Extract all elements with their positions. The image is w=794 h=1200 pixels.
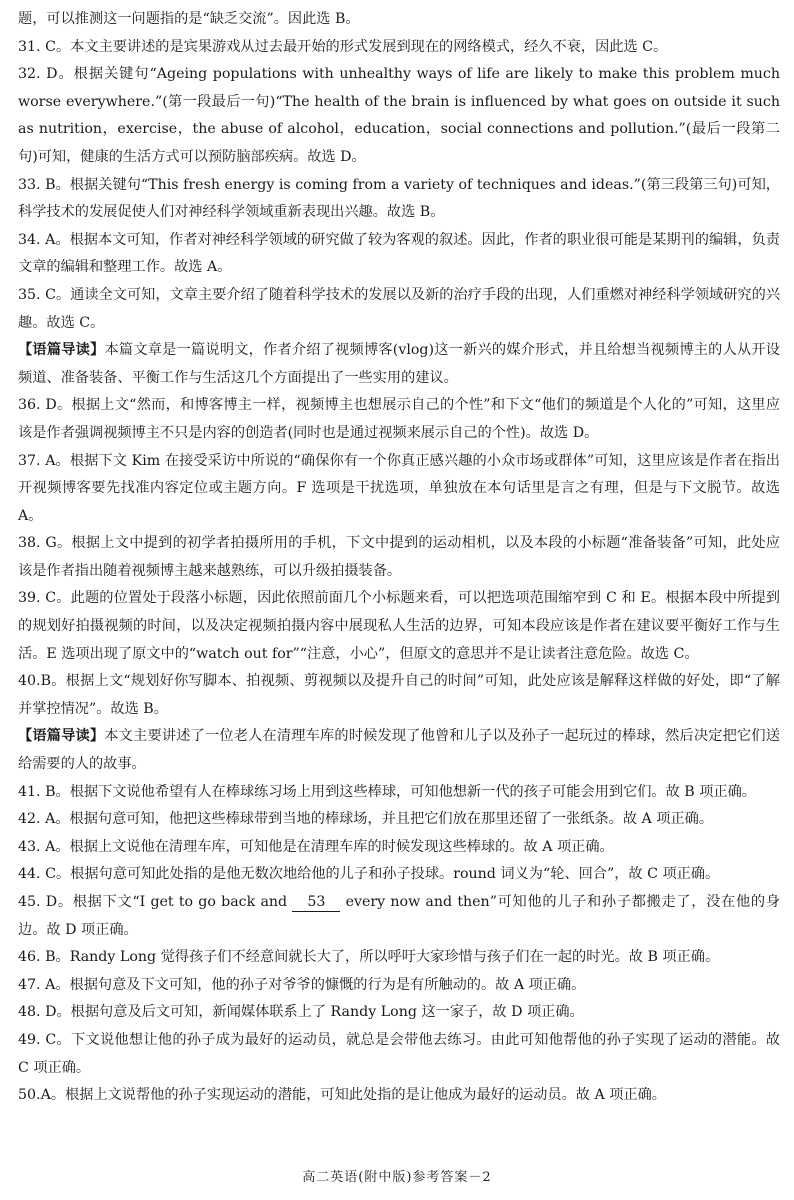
answer-text: C。通读全文可知，文章主要介绍了随着科学技术的发展以及新的治疗手段的出现，人们重燃对神经科学领域研究的兴趣。故选 C。 xyxy=(18,286,781,331)
answer-number: 31. xyxy=(18,38,41,55)
answer-text: C。本文主要讲述的是宾果游戏从过去最开始的形式发展到现在的网络模式，经久不衰，因此选 C。 xyxy=(45,38,668,55)
guide-tag: 【语篇导读】 xyxy=(18,342,105,359)
answer-number: 34. xyxy=(18,231,41,248)
answer-48 xyxy=(18,999,780,1027)
answer-number: 46. xyxy=(18,949,41,966)
answer-text: A。根据句意可知，他把这些棒球带到当地的棒球场，并且把它们放在那里还留了一张纸条。故 A 项正确。 xyxy=(45,811,714,828)
fill-blank: 53 xyxy=(292,893,340,912)
answer-38 xyxy=(18,530,780,585)
answer-number: 32. xyxy=(18,66,41,83)
guide-text: 本文主要讲述了一位老人在清理车库的时候发现了他曾和儿子以及孙子一起玩过的棒球，然后决定把它们送给需要的人的故事。 xyxy=(18,728,780,773)
answer-text: C。根据句意可知此处指的是他无数次地给他的儿子和孙子投球。round 词义为“轮、回合”，故 C 项正确。 xyxy=(45,866,720,883)
answer-text: B。Randy Long 觉得孩子们不经意间就长大了，所以呼吁大家珍惜与孩子们在一起的时光。故 B 项正确。 xyxy=(45,949,720,966)
answer-text: A。根据上文说帮他的孙子实现运动的潜能，可知此处指的是让他成为最好的运动员。故 A 项正确。 xyxy=(40,1087,666,1104)
answer-41 xyxy=(18,779,780,807)
answer-text: D。根据关键句“Ageing populations with unhealthy ways of life are likely to make this problem much worse everywhere.”(第一段最后一句)“The health of the brain is influenced by what goes on outside it such as nutrition，exercise，the abuse of alcohol，education，social connections and pollution.”(最后一段第二句)可知，健康的生活方式可以预防脑部疾病。故选 D。 xyxy=(18,66,781,165)
answer-number: 44. xyxy=(18,866,41,883)
answer-number: 33. xyxy=(18,176,41,193)
answer-text: A。根据上文说他在清理车库，可知他是在清理车库的时候发现这些棒球的。故 A 项正确。 xyxy=(45,838,614,855)
answer-number: 42. xyxy=(18,811,41,828)
answer-text: A。根据本文可知，作者对神经科学领域的研究做了较为客观的叙述。因此，作者的职业很可能是某期刊的编辑，负责文章的编辑和整理工作。故选 A。 xyxy=(18,231,780,276)
guide-tag: 【语篇导读】 xyxy=(18,728,105,745)
answer-33 xyxy=(18,172,780,227)
answer-text: B。根据下文说他希望有人在棒球练习场上用到这些棒球，可知他想新一代的孩子可能会用到它们。故 B 项正确。 xyxy=(45,783,756,800)
answer-39 xyxy=(18,585,780,668)
answer-number: 40. xyxy=(18,673,41,690)
answer-number: 47. xyxy=(18,976,41,993)
answer-35 xyxy=(18,282,780,337)
answer-text: D。根据句意及后文可知，新闻媒体联系上了 Randy Long 这一家子，故 D 项正确。 xyxy=(45,1004,584,1021)
page-footer: 高二英语(附中版)参考答案－2 xyxy=(302,1170,492,1185)
answer-32 xyxy=(18,61,780,171)
answer-text-before: D。根据下文“I get to go back and xyxy=(45,894,288,910)
answer-number: 49. xyxy=(18,1031,41,1048)
answer-43 xyxy=(18,834,780,862)
answer-31 xyxy=(18,34,780,62)
guide-text: 本篇文章是一篇说明文，作者介绍了视频博客(vlog)这一新兴的媒介形式，并且给想当视频博主的人从开设频道、准备装备、平衡工作与生活这几个方面提出了一些实用的建议。 xyxy=(18,342,780,386)
answer-number: 43. xyxy=(18,838,41,855)
answer-text: A。根据句意及下文可知，他的孙子对爷爷的慷慨的行为是有所触动的。故 A 项正确。 xyxy=(45,976,586,993)
answer-text: A。根据下文 Kim 在接受采访中所说的“确保你有一个你真正感兴趣的小众市场或群体”可知，这里应该是作者在指出开视频博客要先找准内容定位或主题方向。F 选项是干扰选项，单独放在本句话里是言之有理，但是与下文脱节。故选 A。 xyxy=(18,452,780,524)
answer-34 xyxy=(18,227,780,282)
lead-line-text: 题，可以推测这一问题指的是“缺乏交流”。因此选 B。 xyxy=(18,11,360,27)
passage-guide-2 xyxy=(18,723,780,778)
answer-text: D。根据上文“然而，和博客博主一样，视频博主也想展示自己的个性”和下文“他们的频道是个人化的”可知，这里应该是作者强调视频博主不只是内容的创造者(同时也是通过视频来展示自己的个性)。故选 D。 xyxy=(18,397,780,441)
answer-number: 45. xyxy=(18,894,41,910)
answer-text: B。根据上文“规划好你写脚本、拍视频、剪视频以及提升自己的时间”可知，此处应该是解释这样做的好处，即“了解并掌控情况”。故选 B。 xyxy=(18,673,780,717)
answer-text-after: every now and then”可知他的儿子和孙子都搬走了，没在他的身边。故 D 项正确。 xyxy=(18,894,780,938)
answer-text: C。下文说他想让他的孙子成为最好的运动员，就总是会带他去练习。由此可知他帮他的孙子实现了运动的潜能。故 C 项正确。 xyxy=(18,1031,781,1076)
answer-number: 41. xyxy=(18,783,41,800)
answer-number: 39. xyxy=(18,590,41,607)
answer-37 xyxy=(18,448,780,531)
answer-40 xyxy=(18,668,780,723)
answer-36 xyxy=(18,392,780,447)
answer-text: B。根据关键句“This fresh energy is coming from a variety of techniques and ideas.”(第三段第三句)可知，科学技术的发展促使人们对神经科学领域重新表现出兴趣。故选 B。 xyxy=(18,176,780,221)
answer-50 xyxy=(18,1082,780,1110)
answer-42 xyxy=(18,806,780,834)
answer-45 xyxy=(18,889,780,944)
answer-47 xyxy=(18,972,780,1000)
answer-46 xyxy=(18,944,780,972)
answer-number: 36. xyxy=(18,397,41,414)
answer-number: 48. xyxy=(18,1004,41,1021)
answer-44 xyxy=(18,861,780,889)
answer-number: 50. xyxy=(18,1087,41,1104)
answer-text: G。根据上文中提到的初学者拍摄所用的手机，下文中提到的运动相机，以及本段的小标题“准备装备”可知，此处应该是作者指出随着视频博主越来越熟练，可以升级拍摄装备。 xyxy=(18,535,780,579)
answer-49 xyxy=(18,1027,780,1082)
passage-guide-1 xyxy=(18,337,780,392)
answer-text: C。此题的位置处于段落小标题，因此依照前面几个小标题来看，可以把选项范围缩窄到 C 和 E。根据本段中所提到的规划好拍摄视频的时间，以及决定视频拍摄内容中展现私人生活的边界，可知本段应该是作者在建议要平衡好工作与生活。E 选项出现了原文中的“watch out for”“注意，小心”，但原文的意思并不是让读者注意危险。故选 C。 xyxy=(18,590,780,662)
answer-number: 38. xyxy=(18,535,41,552)
answer-number: 37. xyxy=(18,452,41,469)
answer-number: 35. xyxy=(18,286,41,303)
answer-content xyxy=(18,6,780,1110)
lead-line xyxy=(18,6,780,34)
